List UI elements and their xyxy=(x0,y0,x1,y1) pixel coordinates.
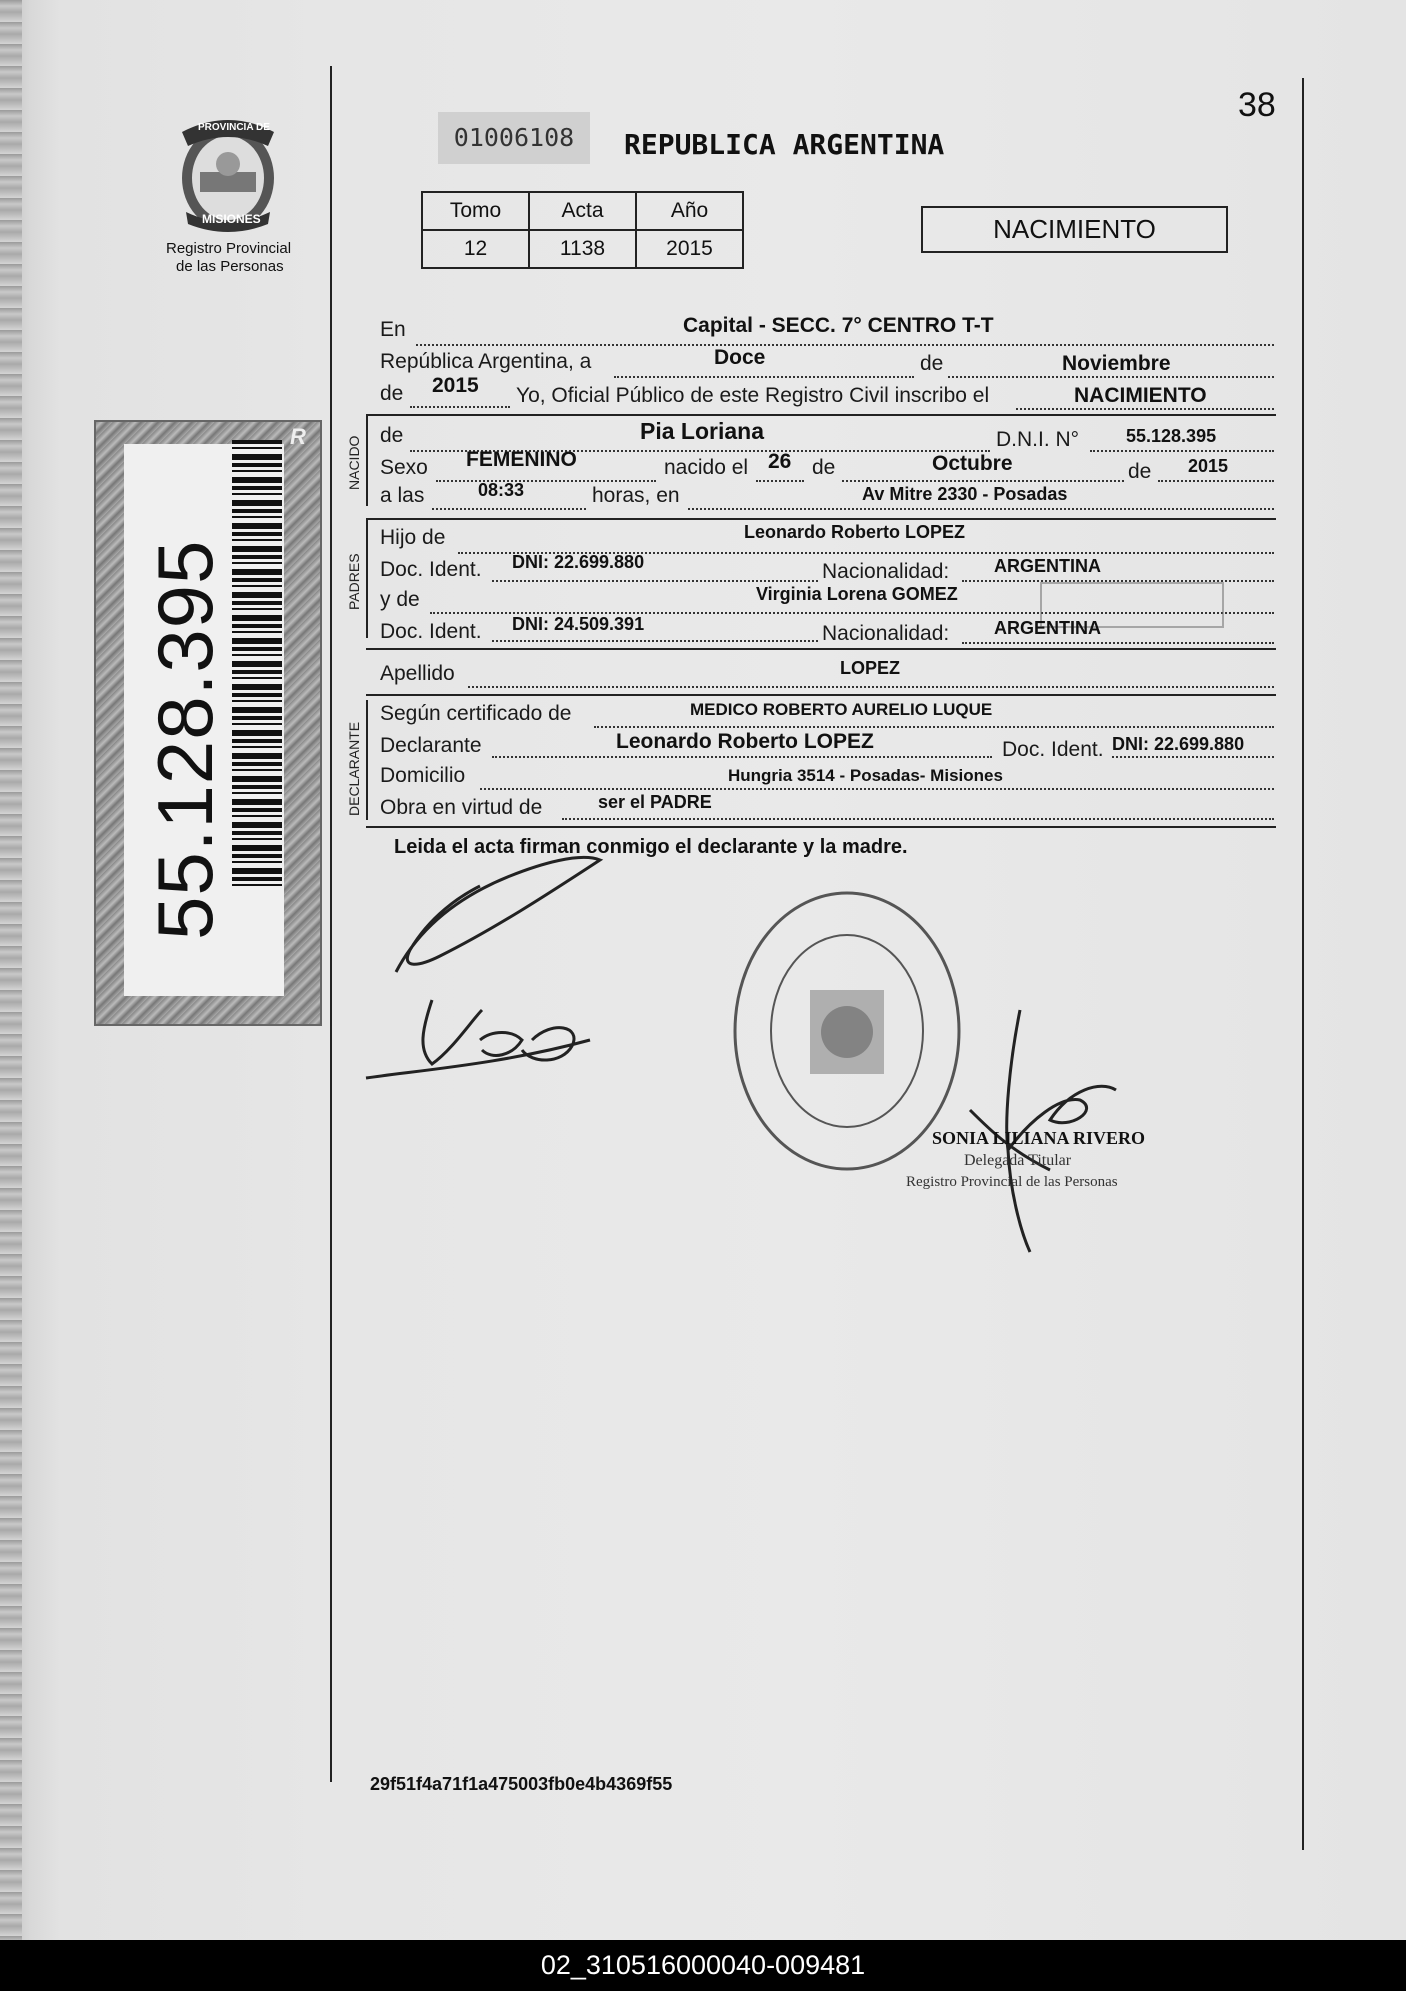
child-dni: 55.128.395 xyxy=(1126,426,1217,446)
apellido-value: LOPEZ xyxy=(840,658,901,678)
country-title: REPUBLICA ARGENTINA xyxy=(624,128,945,161)
sexo-label: Sexo xyxy=(380,456,428,479)
table-header-tomo: Tomo xyxy=(422,192,529,230)
domicilio-value: Hungria 3514 - Posadas- Misiones xyxy=(728,766,1003,785)
dotline xyxy=(1158,480,1274,482)
mother-nat-label: Nacionalidad: xyxy=(822,622,950,645)
place-value: Capital - SECC. 7° CENTRO T-T xyxy=(683,314,994,337)
folio-number: 01006108 xyxy=(438,112,590,164)
section-divider xyxy=(366,414,1276,416)
child-name: Pia Loriana xyxy=(640,418,764,444)
oficial-text: Yo, Oficial Público de este Registro Civil inscribo el xyxy=(516,384,990,407)
father-nat-label: Nacionalidad: xyxy=(822,560,950,583)
declarante-doc: DNI: 22.699.880 xyxy=(1112,734,1245,754)
act-value: NACIMIENTO xyxy=(1074,384,1207,407)
table-cell-tomo: 12 xyxy=(422,230,529,268)
dotline xyxy=(432,508,586,510)
dotline xyxy=(594,726,1274,728)
barcode xyxy=(232,440,282,890)
nacido-de2-label: de xyxy=(812,456,836,479)
father-name: Leonardo Roberto LOPEZ xyxy=(744,522,966,542)
en-label: En xyxy=(380,318,406,341)
section-divider xyxy=(366,826,1276,828)
cert-label: Según certificado de xyxy=(380,702,572,725)
cert-value: MEDICO ROBERTO AURELIO LUQUE xyxy=(690,700,993,719)
dotline xyxy=(436,480,656,482)
father-nationality: ARGENTINA xyxy=(994,556,1101,576)
declarante-doc-label: Doc. Ident. xyxy=(1002,738,1104,761)
alas-label: a las xyxy=(380,484,425,507)
nacido-de3-label: de xyxy=(1128,460,1152,483)
birth-month: Octubre xyxy=(932,452,1013,475)
dotline xyxy=(842,480,1124,482)
seal-bottom-text: MISIONES xyxy=(202,212,261,226)
nacido-de-label: de xyxy=(380,424,404,447)
seal-top-text: PROVINCIA DE xyxy=(198,122,270,133)
obra-value: ser el PADRE xyxy=(598,792,712,812)
official-name: SONIA LILIANA RIVERO xyxy=(932,1128,1146,1148)
signature-declarante xyxy=(380,846,610,976)
signature-madre xyxy=(362,980,602,1090)
month-value: Noviembre xyxy=(1062,352,1171,375)
dotline xyxy=(492,640,818,642)
dni-label: D.N.I. N° xyxy=(996,428,1080,451)
right-margin-line xyxy=(1302,78,1304,1850)
binding-edge xyxy=(0,0,22,1940)
dotline xyxy=(562,818,1274,820)
birth-place: Av Mitre 2330 - Posadas xyxy=(862,484,1068,504)
dotline xyxy=(614,376,914,378)
dotline xyxy=(1090,450,1274,452)
day-value: Doce xyxy=(714,346,766,369)
closing-text: Leida el acta firman conmigo el declarante y la madre. xyxy=(394,836,908,858)
apellido-label: Apellido xyxy=(380,662,455,685)
registry-seal-logo xyxy=(172,112,284,236)
dotline xyxy=(1016,408,1274,410)
table-cell-anio: 2015 xyxy=(636,230,743,268)
dotline xyxy=(756,480,804,482)
dotline xyxy=(416,344,1274,346)
official-title: Delegada Titular xyxy=(964,1152,1072,1169)
de2-label: de xyxy=(380,382,404,405)
dotline xyxy=(1112,756,1274,758)
dotline xyxy=(962,642,1274,644)
birth-time: 08:33 xyxy=(478,480,525,500)
de-label: de xyxy=(920,352,944,375)
sexo-value: FEMENINO xyxy=(466,448,577,471)
section-divider xyxy=(366,518,1276,520)
section-divider xyxy=(366,648,1276,650)
father-doc: DNI: 22.699.880 xyxy=(512,552,645,572)
obra-label: Obra en virtud de xyxy=(380,796,543,819)
declarante-section-label: DECLARANTE xyxy=(346,721,362,816)
tomo-acta-table xyxy=(421,191,744,269)
domicilio-label: Domicilio xyxy=(380,764,466,787)
table-header-anio: Año xyxy=(636,192,743,230)
dotline xyxy=(468,686,1274,688)
hijo-label: Hijo de xyxy=(380,526,446,549)
official-office: Registro Provincial de las Personas xyxy=(906,1174,1118,1190)
left-margin-line xyxy=(330,66,332,1782)
section-divider xyxy=(366,694,1276,696)
mother-name: Virginia Lorena GOMEZ xyxy=(756,584,958,604)
registry-name-line1: Registro Provincial xyxy=(166,240,292,257)
declarante-name: Leonardo Roberto LOPEZ xyxy=(616,730,874,753)
record-type-box: NACIMIENTO xyxy=(921,206,1228,253)
dotline xyxy=(948,376,1274,378)
father-doc-label: Doc. Ident. xyxy=(380,558,482,581)
sticker-dni-number: 55.128.395 xyxy=(141,539,229,940)
nacido-section-label: NACIDO xyxy=(346,435,362,490)
page-number: 38 xyxy=(1238,86,1276,124)
mother-nationality: ARGENTINA xyxy=(994,618,1101,638)
table-cell-acta: 1138 xyxy=(529,230,636,268)
footer-id-bar: 02_310516000040-009481 xyxy=(0,1940,1406,1991)
padres-section-label: PADRES xyxy=(346,553,362,610)
dotline xyxy=(492,580,818,582)
republica-label: República Argentina, a xyxy=(380,350,592,373)
section-bracket xyxy=(366,414,368,506)
mother-doc: DNI: 24.509.391 xyxy=(512,614,645,634)
dotline xyxy=(480,788,1274,790)
horas-label: horas, en xyxy=(592,484,680,507)
yde-label: y de xyxy=(380,588,420,611)
section-bracket xyxy=(366,518,368,638)
section-bracket xyxy=(366,700,368,820)
registry-name-line2: de las Personas xyxy=(176,258,284,275)
official-round-stamp xyxy=(730,886,964,1176)
dotline xyxy=(410,406,510,408)
year-value: 2015 xyxy=(432,374,479,397)
table-header-acta: Acta xyxy=(529,192,636,230)
mother-doc-label: Doc. Ident. xyxy=(380,620,482,643)
birth-day: 26 xyxy=(768,450,792,473)
document-hash: 29f51f4a71f1a475003fb0e4b4369f55 xyxy=(370,1774,673,1794)
dotline xyxy=(492,756,992,758)
declarante-label: Declarante xyxy=(380,734,482,757)
nacido-el-label: nacido el xyxy=(664,456,749,479)
birth-year: 2015 xyxy=(1188,456,1229,476)
sticker-letter: R xyxy=(290,424,306,449)
dotline xyxy=(688,508,1274,510)
